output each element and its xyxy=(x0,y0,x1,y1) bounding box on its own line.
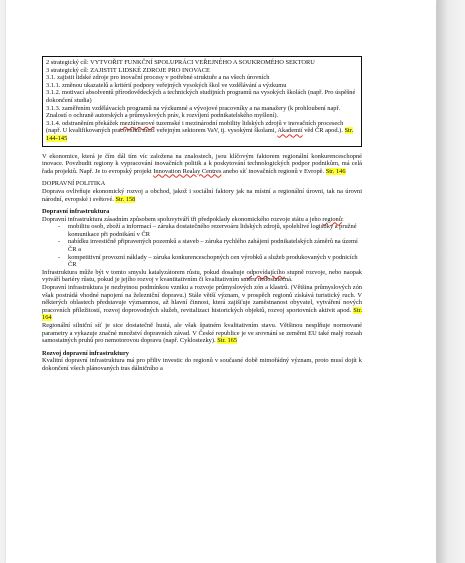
misspelled-word: meziútvarové xyxy=(119,119,155,127)
box-line xyxy=(46,120,358,143)
paragraph xyxy=(42,153,362,176)
box-line: 3.1.2. motivací absolventů přírodovědeckých a technických studijních programů na vysokých školách (např. Pro úspěšné dokončení studia) xyxy=(46,89,356,104)
paragraph xyxy=(42,284,362,322)
misspelled-word: odpovídajícího xyxy=(246,268,285,276)
box-line: 3.1. zajistit lidské zdroje pro inovační procesy v potřebné struktuře a na všech úrovních xyxy=(46,74,270,82)
list-item: - kompetitivní provozní náklady – záruka konkurenceschopných cen výrobků a služeb produkovaných v podnicích ČR xyxy=(68,254,362,269)
text-run: Dopravní infrastruktura zásadním způsobem spoluvytváří tři předpoklady ekonomického rozvoje státu a jeho xyxy=(42,215,323,223)
text-run: tuzemské i mezinárodní mobility lidských zdrojů v inovačních procesech (např. U kvalifikovaných pracovníků mezi veřejným sektorem VaV, tj. vysokými školami, xyxy=(46,119,344,135)
page-reference-highlight: Str. 158 xyxy=(115,195,136,203)
box-line: 3.1.1. změnou ukazatelů a kritérií podpory veřejných vysokých škol ve vzdělávání a výzkumu xyxy=(46,81,287,89)
misspelled-word: Akademií xyxy=(277,127,303,135)
paragraph: Kvalitní dopravní infrastruktura má pro přiliv investic do regionů v současné době mimořádný význam, proto musí dojít k dokončení všech plánovaných tras dálničního a xyxy=(42,357,362,372)
text-run: : xyxy=(341,215,344,223)
strategy-box xyxy=(42,56,362,147)
section-heading: DOPRAVNÍ POLITIKA xyxy=(42,180,106,188)
text-run: anebo síť inovačních regionů v Evropě. xyxy=(221,167,326,175)
text-run: 3.1.4. odstraněním překážek xyxy=(46,119,120,127)
page-reference-highlight: Str. 144-145 xyxy=(46,127,354,142)
text-run: stupně rozvoje, nebo naopak vytváří bariéry růstu, pokud je jejího rozvoj v kvantitativním či kvalitativním směru nedostatečná. xyxy=(42,268,362,284)
document-content xyxy=(42,56,362,373)
box-line: 2 strategický cíl: VYTVOŘIT FUNKČNÍ SPOLUPRÁCI VEŘEJNÉHO A SOUKROMÉHO SEKTORU xyxy=(46,59,315,66)
paragraph xyxy=(42,269,362,284)
subsection-heading: Rozvoj dopravní infrastruktury xyxy=(42,349,129,357)
text-run: věd ČR apod.). xyxy=(302,127,343,135)
misspelled-word: regionů xyxy=(322,215,342,223)
paragraph xyxy=(42,188,362,203)
text-run: Doprava ovlivňuje ekonomický rozvoj a obchod, jakož i sociální faktory jak na místní a regionální úrovni, tak na úrovni národní, evropské i světové. xyxy=(42,187,362,203)
text-run: Infrastruktura může být v tomto smyslu katalyzátorem růstu, pokud dosahuje xyxy=(42,268,247,276)
box-line: 3 strategický cíl: ZAJISTIT LIDSKÉ ZDROJE PRO INOVACE xyxy=(46,66,210,74)
page-reference-highlight: Str. 165 xyxy=(217,337,238,345)
misspelled-word: Innovation Realay Centres xyxy=(153,167,222,175)
text-run: Dopravní infrastruktura je nezbytnou podmínkou vzniku a rozvoje průmyslových zón a klastrů. (Většina průmyslových zón však postrádá vhodné napojení na železniční dopravu.) Stále větší význam, v prospěch regionů získává turistický ruch. V některých oblastech představuje významnou, až hlavní činnost, která zajišťuje zaměstnanost obyvatel, vytváření nových pracovních příležitostí, rozvoj doprovodných služeb, revitalizaci historických objektů, rozvoj sportovních aktivit apod. xyxy=(42,284,362,314)
box-line: 3.1.3. zaměřením vzdělávacích programů na výzkumné a vývojové pracovníky a na manažery (k prohloubení např. Znalostí o ochraně autorských a průmyslových práv, k rozvíjení podnikatelského myšlení). xyxy=(46,104,341,120)
subsection-heading: Dopravní infrastruktura xyxy=(42,208,110,216)
paragraph xyxy=(42,322,362,345)
text-run: V ekonomice, která je čím dál tím víc založena na znalostech, jsou klíčovým faktorem regionální konkurenceschopné inovace. Povzbudit regiony k vypracování inovačních politik a k poskytování technologických podpor podnikům, má celá řada projektů. Např. Je to evropský projekt xyxy=(42,152,362,175)
page-edge-shadow xyxy=(437,0,465,563)
text-run: Regionální silniční síť je sice dostatečně hustá, ale však špatném kvalitativním stavu. Většinou nesplňuje normované parametry a vykazuje značné množství dopravních závad. V České republice je ve srovnání se zeměmi EU také malý rozsah samostatných pruhů pro nemotorovou dopravu (např. Cyklostezky). xyxy=(42,322,362,345)
bullet-list xyxy=(42,223,362,269)
page-reference-highlight: Str. 164 xyxy=(42,306,362,322)
list-item: - mobilitu osob, zboží a informací – záruka dostatečného rezervoáru lidských zdrojů, spolehlivé logistiky a pružné komunikace při podnikání v ČR xyxy=(68,223,362,238)
page-reference-highlight: Str. 146 xyxy=(325,167,346,175)
list-item: - nabídku investičně připravených pozemků a staveb – záruka rychlého zahájení podnikatelských záměrů na území ČR a xyxy=(68,238,362,253)
paragraph xyxy=(42,216,362,224)
